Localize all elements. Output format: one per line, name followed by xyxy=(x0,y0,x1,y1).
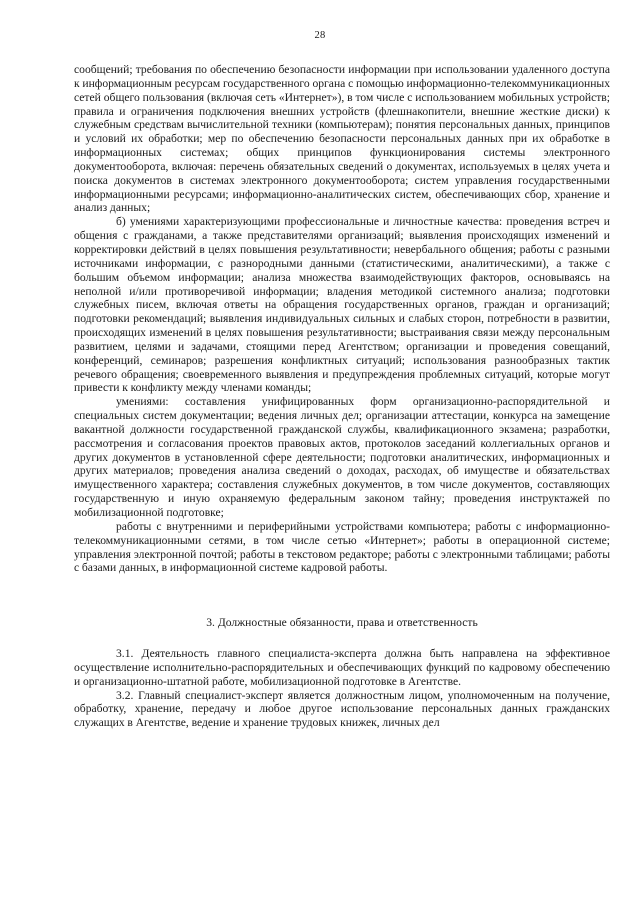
section-spacer xyxy=(74,575,610,616)
paragraph-security-requirements: сообщений; требования по обеспечению безопасности информации при использовании удаленного доступа к информационным ресурсам государственного органа с помощью информационно-телекоммуникационных сетей общего пользования (включая сеть «Интернет»), в том числе с использованием мобильных устройств; правила и ограничения подключения внешних устройств (флешнакопители, внешние жесткие диски) к служебным средствам вычислительной техники (компьютерам); понятия персональных данных, принципов и условий их обработки; мер по обеспечению безопасности персональных данных при их обработке в информационных системах; общих принципов функционирования системы электронного документооборота, включая: перечень обязательных сведений о документах, используемых в целях учета и поиска документов в системах электронного документооборота; систем управления государственными информационными ресурсами; информационно-аналитических систем, обеспечивающих сбор, хранение и анализ данных; xyxy=(74,63,610,215)
document-body xyxy=(74,63,610,730)
paragraph-professional-skills: б) умениями характеризующими профессиональные и личностные качества: проведения встреч и общения с гражданами, а также представителями организаций; выявления происходящих изменений и корректировки действий в целях повышения результативности; невербального общения; работы с разными источниками информации, с разнородными данными (статистическими, аналитическими), а также с большим объемом информации; анализа множества взаимодействующих факторов, основываясь на неполной и/или противоречивой информации; владения методикой системного анализа; подготовки служебных писем, включая ответы на обращения государственных органов, граждан и организаций; подготовки рекомендаций; выявления индивидуальных сильных и слабых сторон, потребности в развитии, происходящих изменений в целях повышения результативности; выстраивания связи между персональным развитием, целями и задачами, стоящими перед Агентством; организации и проведения совещаний, конференций, семинаров; разрешения конфликтных ситуаций; использования разнообразных тактик речевого обращения; своевременного выявления и предупреждения проблемных ситуаций, которые могут привести к конфликту между членами команды; xyxy=(74,215,610,395)
paragraph-3-1: 3.1. Деятельность главного специалиста-эксперта должна быть направлена на эффективное осуществление исполнительно-распорядительных и обеспечивающих функций по кадровому обеспечению и организационно-штатной работе, мобилизационной подготовке в Агентстве. xyxy=(74,647,610,688)
paragraph-functional-skills: умениями: составления унифицированных форм организационно-распорядительной и специальных систем документации; ведения личных дел; организации аттестации, конкурса на замещение вакантной должности государственной гражданской службы, квалификационного экзамена; разработки, рассмотрения и согласования проектов правовых актов, протоколов заседаний коллегиальных органов и других документов в установленной сфере деятельности; подготовки аналитических, информационных и других материалов; проведения анализа сведений о доходах, расходах, об имуществе и обязательствах имущественного характера; составления служебных документов, в том числе документов, составляющих государственную и иную охраняемую федеральным законом тайну; проведения инструктажей по мобилизационной подготовке; xyxy=(74,395,610,519)
page-number: 28 xyxy=(314,30,326,41)
section-title: 3. Должностные обязанности, права и ответственность xyxy=(206,616,478,630)
paragraph-computer-skills: работы с внутренними и периферийными устройствами компьютера; работы с информационно-телекоммуникационными сетями, в том числе сетью «Интернет»; работы в операционной системе; управления электронной почтой; работы в текстовом редакторе; работы с электронными таблицами; работы с базами данных, в информационной системе кадровой работы. xyxy=(74,519,610,575)
paragraph-3-2: 3.2. Главный специалист-эксперт является должностным лицом, уполномоченным на получение, обработку, хранение, передачу и любое другое использование персональных данных гражданских служащих в Агентстве, ведение и хранение трудовых книжек, личных дел xyxy=(74,688,610,730)
section-spacer-after-title xyxy=(74,630,610,647)
